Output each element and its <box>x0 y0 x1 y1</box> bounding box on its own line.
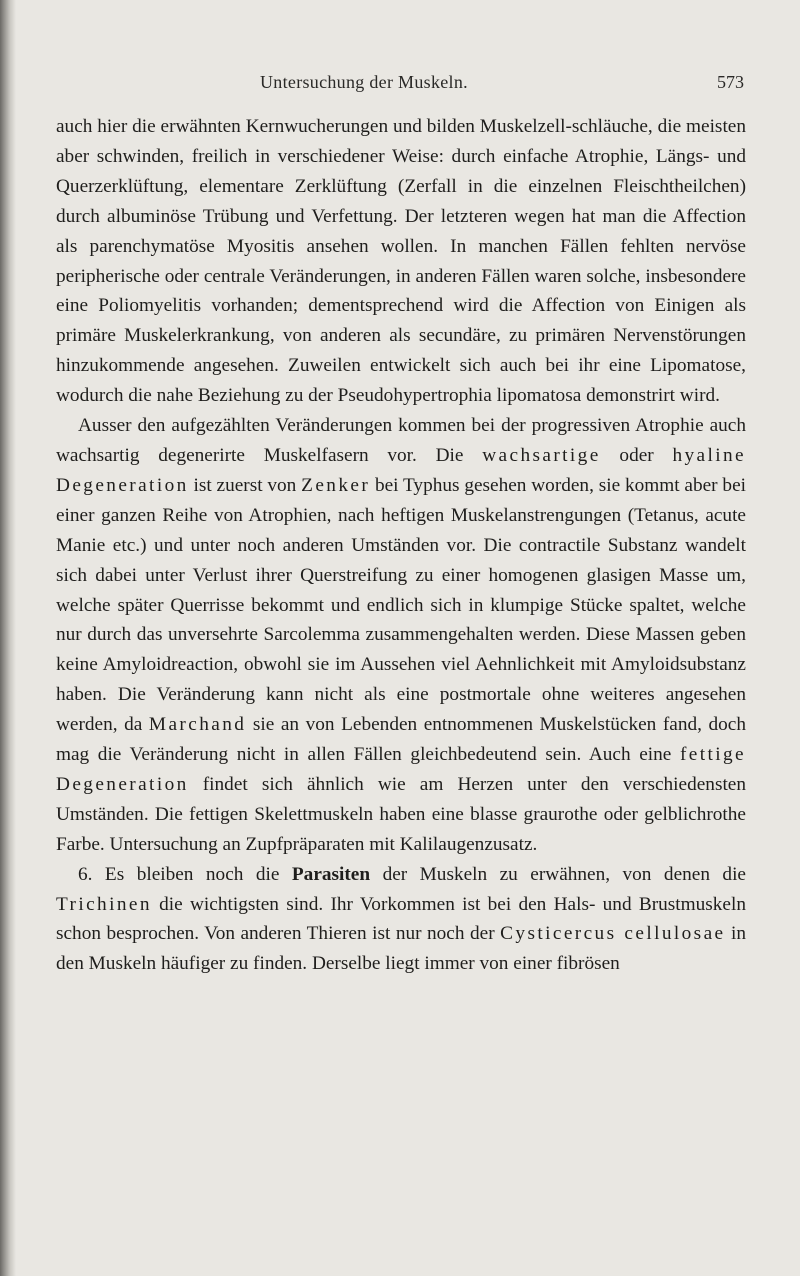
text-run: ist zuerst von <box>188 474 302 496</box>
spaced-term-wachsartige: wachsartige <box>482 444 601 466</box>
text-run: sie an von Lebenden entnommenen Muskelstücken fand, doch mag die Veränderung nicht in allen Fällen gleichbedeutend sein. Auch eine <box>56 714 746 766</box>
spaced-term-hyaline-degeneration: hyaline Degeneration <box>56 444 746 496</box>
page-number: 573 <box>717 72 744 92</box>
spaced-term-trichinen: Trichinen <box>56 893 152 915</box>
running-title: Untersuchung der Muskeln. <box>260 72 468 92</box>
author-name-marchand: Marchand <box>148 714 247 736</box>
page-binding-edge <box>0 0 16 1276</box>
running-header <box>56 72 746 102</box>
paragraph-2 <box>56 411 746 860</box>
text-run: oder <box>600 444 673 466</box>
spaced-term-fettige-degeneration: fettige Degeneration <box>56 744 746 795</box>
spaced-term-cysticercus: Cysticercus cellulosae <box>500 923 726 945</box>
text-run: findet sich ähnlich wie am Herzen unter den verschiedensten Umständen. Die fettigen Skelettmuskeln haben eine blasse graurothe oder gelblichrothe Farbe. Untersuchung an Zupfpräparaten mit Kalilaugenzusatz. <box>56 773 746 855</box>
text-run: in den Muskeln häufiger zu finden. Derselbe liegt immer von einer fibrösen <box>56 923 746 975</box>
text-run: Ausser den aufgezählten Veränderungen kommen bei der progressiven Atrophie auch wachsartig degenerirte Muskelfasern vor. Die <box>56 415 746 466</box>
bold-term-parasiten: Parasiten <box>291 863 371 885</box>
book-page <box>56 72 746 979</box>
author-name-zenker: Zenker <box>301 474 371 496</box>
text-run: bei Typhus gesehen worden, sie kommt aber bei einer ganzen Reihe von Atrophien, nach heftigen Muskelanstrengungen (Tetanus, acute Manie etc.) und unter noch anderen Umständen vor. Die contractile Substanz wandelt sich dabei unter Verlust ihrer Querstreifung zu einer homogenen glasigen Masse um, welche später Querrisse bekommt und endlich sich in klumpige Stücke spaltet, welche nur durch das unversehrte Sarcolemma zusammengehalten werden. Diese Massen geben keine Amyloidreaction, obwohl sie im Aussehen viel Aehnlichkeit mit Amyloidsubstanz haben. Die Veränderung kann nicht als eine postmortale ohne weiteres angesehen werden, da <box>56 474 746 736</box>
paragraph-1-text: auch hier die erwähnten Kernwucherungen und bilden Muskelzell-schläuche, die meisten aber schwinden, freilich in verschiedener Weise: durch einfache Atrophie, Längs- und Querzerklüftung, elementare Zerklüftung (Zerfall in die einzelnen Fleischtheilchen) durch albuminöse Trübung und Verfettung. Der letzteren wegen hat man die Affection als parenchymatöse Myositis ansehen wollen. In manchen Fällen fehlten nervöse peripherische oder centrale Veränderungen, in anderen Fällen waren solche, insbesondere eine Poliomyelitis vorhanden; dementsprechend wird die Affection von Einigen als primäre Muskelerkrankung, von anderen als secundäre, zu primären Nervenstörungen hinzukommende angesehen. Zuweilen entwickelt sich auch bei ihr eine Lipomatose, wodurch die nahe Beziehung zu der Pseudohypertrophia lipomatosa demonstrirt wird. <box>56 116 746 407</box>
body-text <box>56 112 746 979</box>
paragraph-3 <box>56 860 746 980</box>
paragraph-1 <box>56 112 746 411</box>
text-run: 6. Es bleiben noch die <box>78 863 292 885</box>
text-run: die wichtigsten sind. Ihr Vorkommen ist bei den Hals- und Brustmuskeln schon besprochen. Von anderen Thieren ist nur noch der <box>56 893 746 945</box>
text-run: der Muskeln zu erwähnen, von denen die <box>370 863 746 885</box>
